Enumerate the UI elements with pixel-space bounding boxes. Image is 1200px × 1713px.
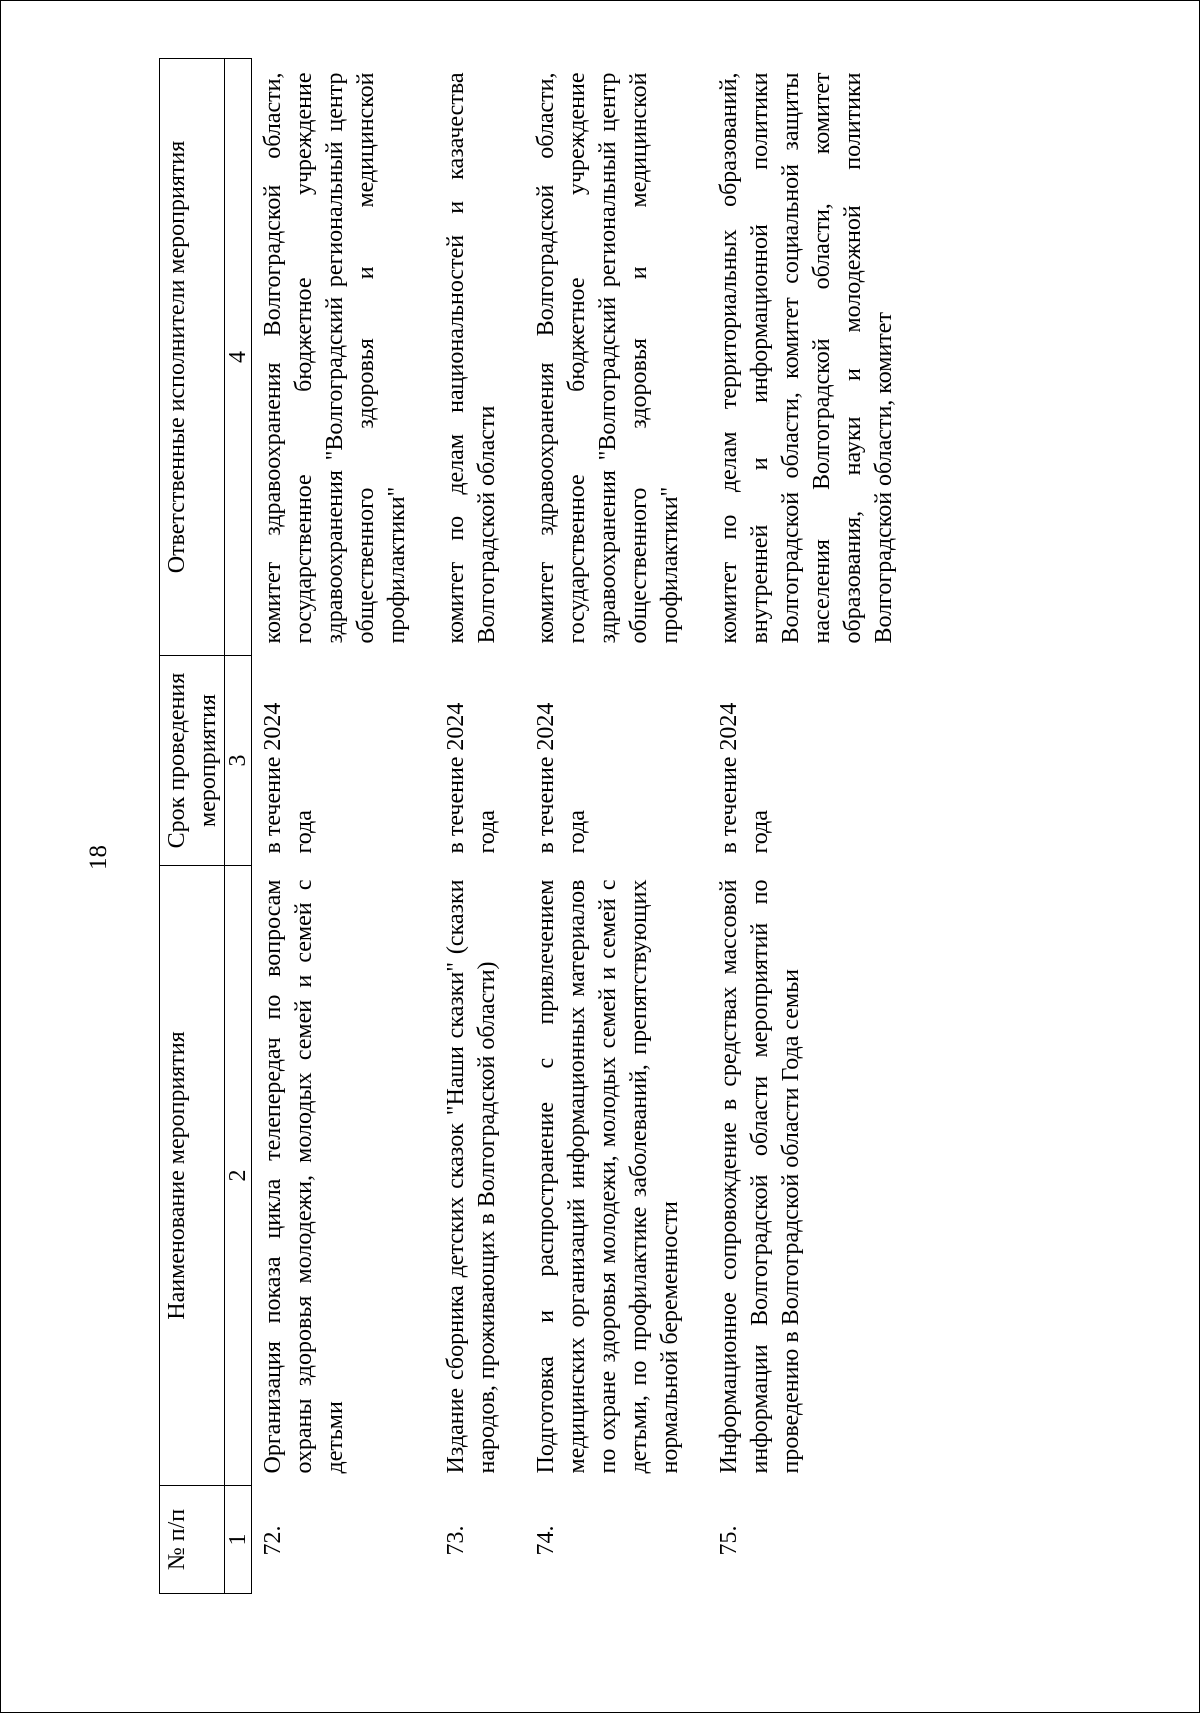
column-number: 2 — [225, 866, 252, 1486]
event-deadline: в течение 2024 года — [533, 702, 590, 854]
event-executors: комитет здравоохранения Волгоградской области, государственное бюджетное учреждение здравоохранения "Волгоградский региональный центр общественного здоровья и медицинской профилактики" — [533, 72, 683, 644]
event-deadline: в течение 2024 года — [260, 702, 317, 854]
row-number: 72. — [260, 1525, 286, 1556]
event-executors: комитет здравоохранения Волгоградской области, государственное бюджетное учреждение здравоохранения "Волгоградский региональный центр общественного здоровья и медицинской профилактики" — [260, 72, 410, 644]
event-name: Подготовка и распространение с привлечением медицинских организаций информационных материалов по охране здоровья молодежи, молодых семей и семей с детьми, по профилактике заболеваний, препятствующих нормальной беременности — [533, 879, 683, 1474]
table-row — [525, 59, 708, 1594]
event-executors: комитет по делам национальностей и казачества Волгоградской области — [443, 72, 500, 644]
column-number: 1 — [225, 1486, 252, 1594]
event-deadline: в течение 2024 года — [716, 702, 773, 854]
table-row — [435, 59, 525, 1594]
header-executors: Ответственные исполнители мероприятия — [160, 59, 225, 656]
header-name: Наименование мероприятия — [160, 866, 225, 1486]
events-table — [159, 58, 922, 1594]
header-row — [160, 59, 225, 1594]
event-executors: комитет по делам территориальных образований, внутренней и информационной политики Волгоградской области, комитет социальной защиты населения Волгоградской области, комитет образования, науки и молодежной политики Волгоградской области, комитет — [716, 72, 897, 644]
event-name: Организация показа цикла телепередач по вопросам охраны здоровья молодежи, молодых семей и семей с детьми — [260, 879, 348, 1474]
rotated-content — [1, 1, 1200, 1713]
header-deadline: Срок проведения мероприятия — [160, 656, 225, 866]
column-number: 4 — [225, 59, 252, 656]
column-number-row — [225, 59, 252, 1594]
event-deadline: в течение 2024 года — [443, 702, 500, 854]
event-name: Издание сборника детских сказок "Наши сказки" (сказки народов, проживающих в Волгоградской области) — [443, 879, 500, 1474]
row-number: 74. — [533, 1525, 559, 1556]
page-number: 18 — [85, 845, 112, 870]
row-number: 73. — [443, 1525, 469, 1556]
column-number: 3 — [225, 656, 252, 866]
table-row — [708, 59, 922, 1594]
header-num: № п/п — [160, 1486, 225, 1594]
table-row — [252, 59, 436, 1594]
event-name: Информационное сопровождение в средствах массовой информации Волгоградской области мероприятий по проведению в Волгоградской области Года семьи — [716, 879, 804, 1474]
row-number: 75. — [716, 1525, 742, 1556]
